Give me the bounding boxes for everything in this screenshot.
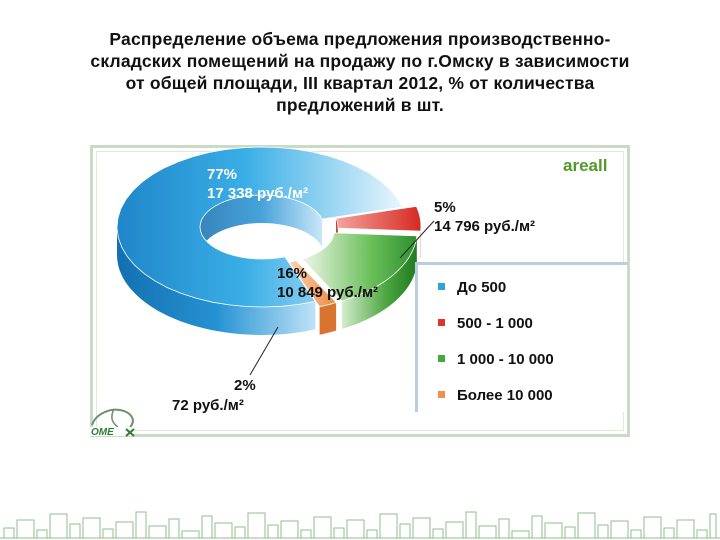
brand-logo-text: areall bbox=[563, 156, 608, 175]
slice-label-pct: 77% bbox=[207, 166, 238, 183]
skyline-building bbox=[235, 527, 245, 538]
square-marker-icon bbox=[438, 355, 445, 362]
slice-label-price: 10 849 руб./м² bbox=[277, 284, 379, 301]
slice-label-price: 14 796 руб./м² bbox=[434, 218, 536, 235]
skyline-building bbox=[136, 512, 146, 538]
donut-slices bbox=[117, 147, 421, 335]
skyline-building bbox=[182, 531, 199, 538]
skyline-building bbox=[664, 528, 674, 538]
skyline-building bbox=[380, 514, 397, 538]
title-line: Распределение объема предложения производственно- bbox=[109, 29, 611, 49]
legend-label: До 500 bbox=[457, 279, 507, 296]
skyline-building bbox=[479, 526, 496, 538]
skyline-building bbox=[248, 513, 265, 538]
skyline-building bbox=[644, 517, 661, 538]
title-line: предложений в шт. bbox=[276, 95, 444, 115]
skyline-building bbox=[710, 514, 716, 538]
legend bbox=[415, 262, 627, 412]
title-line: складских помещений на продажу по г.Омску в зависимости bbox=[90, 51, 630, 71]
city-skyline-decoration bbox=[0, 505, 720, 540]
skyline-building bbox=[446, 522, 463, 538]
legend-item bbox=[438, 279, 506, 296]
skyline-building bbox=[314, 517, 331, 538]
skyline-building bbox=[70, 524, 80, 538]
square-marker-icon bbox=[438, 319, 445, 326]
legend-label: 1 000 - 10 000 bbox=[457, 351, 554, 368]
skyline-building bbox=[611, 521, 628, 538]
svg-text:ОМЕ: ОМЕ bbox=[91, 427, 114, 438]
skyline-building bbox=[215, 523, 232, 538]
skyline-building bbox=[169, 519, 179, 538]
donut-slice-side bbox=[320, 303, 337, 335]
legend-label: 500 - 1 000 bbox=[457, 315, 533, 332]
slice-label-pct: 2% bbox=[234, 377, 256, 394]
legend-item bbox=[438, 351, 554, 368]
skyline-building bbox=[367, 530, 377, 538]
slice-label-pct: 16% bbox=[277, 265, 308, 282]
omega-logo-icon bbox=[86, 403, 146, 441]
slice-label-price: 72 руб./м² bbox=[172, 397, 244, 414]
skyline-building bbox=[281, 521, 298, 538]
skyline-building bbox=[565, 527, 575, 538]
skyline-building bbox=[433, 529, 443, 538]
legend-item bbox=[438, 315, 533, 332]
skyline-building bbox=[347, 520, 364, 538]
skyline-building bbox=[202, 516, 212, 538]
skyline-building bbox=[50, 514, 67, 538]
square-marker-icon bbox=[438, 391, 445, 398]
square-marker-icon bbox=[438, 283, 445, 290]
skyline-building bbox=[4, 528, 14, 538]
skyline-building bbox=[697, 530, 707, 538]
skyline-building bbox=[631, 530, 641, 538]
skyline-building bbox=[17, 520, 34, 538]
skyline-building bbox=[578, 513, 595, 538]
skyline-building bbox=[532, 516, 542, 538]
slice-label-pct: 5% bbox=[434, 199, 456, 216]
skyline-building bbox=[37, 530, 47, 538]
skyline-building bbox=[400, 524, 410, 538]
skyline-building bbox=[677, 520, 694, 538]
skyline-building bbox=[466, 512, 476, 538]
legend-item bbox=[438, 387, 553, 404]
skyline-building bbox=[268, 525, 278, 538]
skyline-building bbox=[413, 518, 430, 538]
skyline-building bbox=[512, 531, 529, 538]
skyline-building bbox=[545, 523, 562, 538]
skyline-building bbox=[83, 518, 100, 538]
skyline-building bbox=[116, 522, 133, 538]
skyline-building bbox=[149, 526, 166, 538]
skyline-building bbox=[334, 528, 344, 538]
skyline-building bbox=[499, 519, 509, 538]
skyline-building bbox=[598, 525, 608, 538]
skyline-building bbox=[103, 529, 113, 538]
slice-label-price: 17 338 руб./м² bbox=[207, 185, 309, 202]
skyline-building bbox=[301, 530, 311, 538]
legend-label: Более 10 000 bbox=[457, 387, 553, 404]
title-line: от общей площади, III квартал 2012, % от количества bbox=[125, 73, 595, 93]
